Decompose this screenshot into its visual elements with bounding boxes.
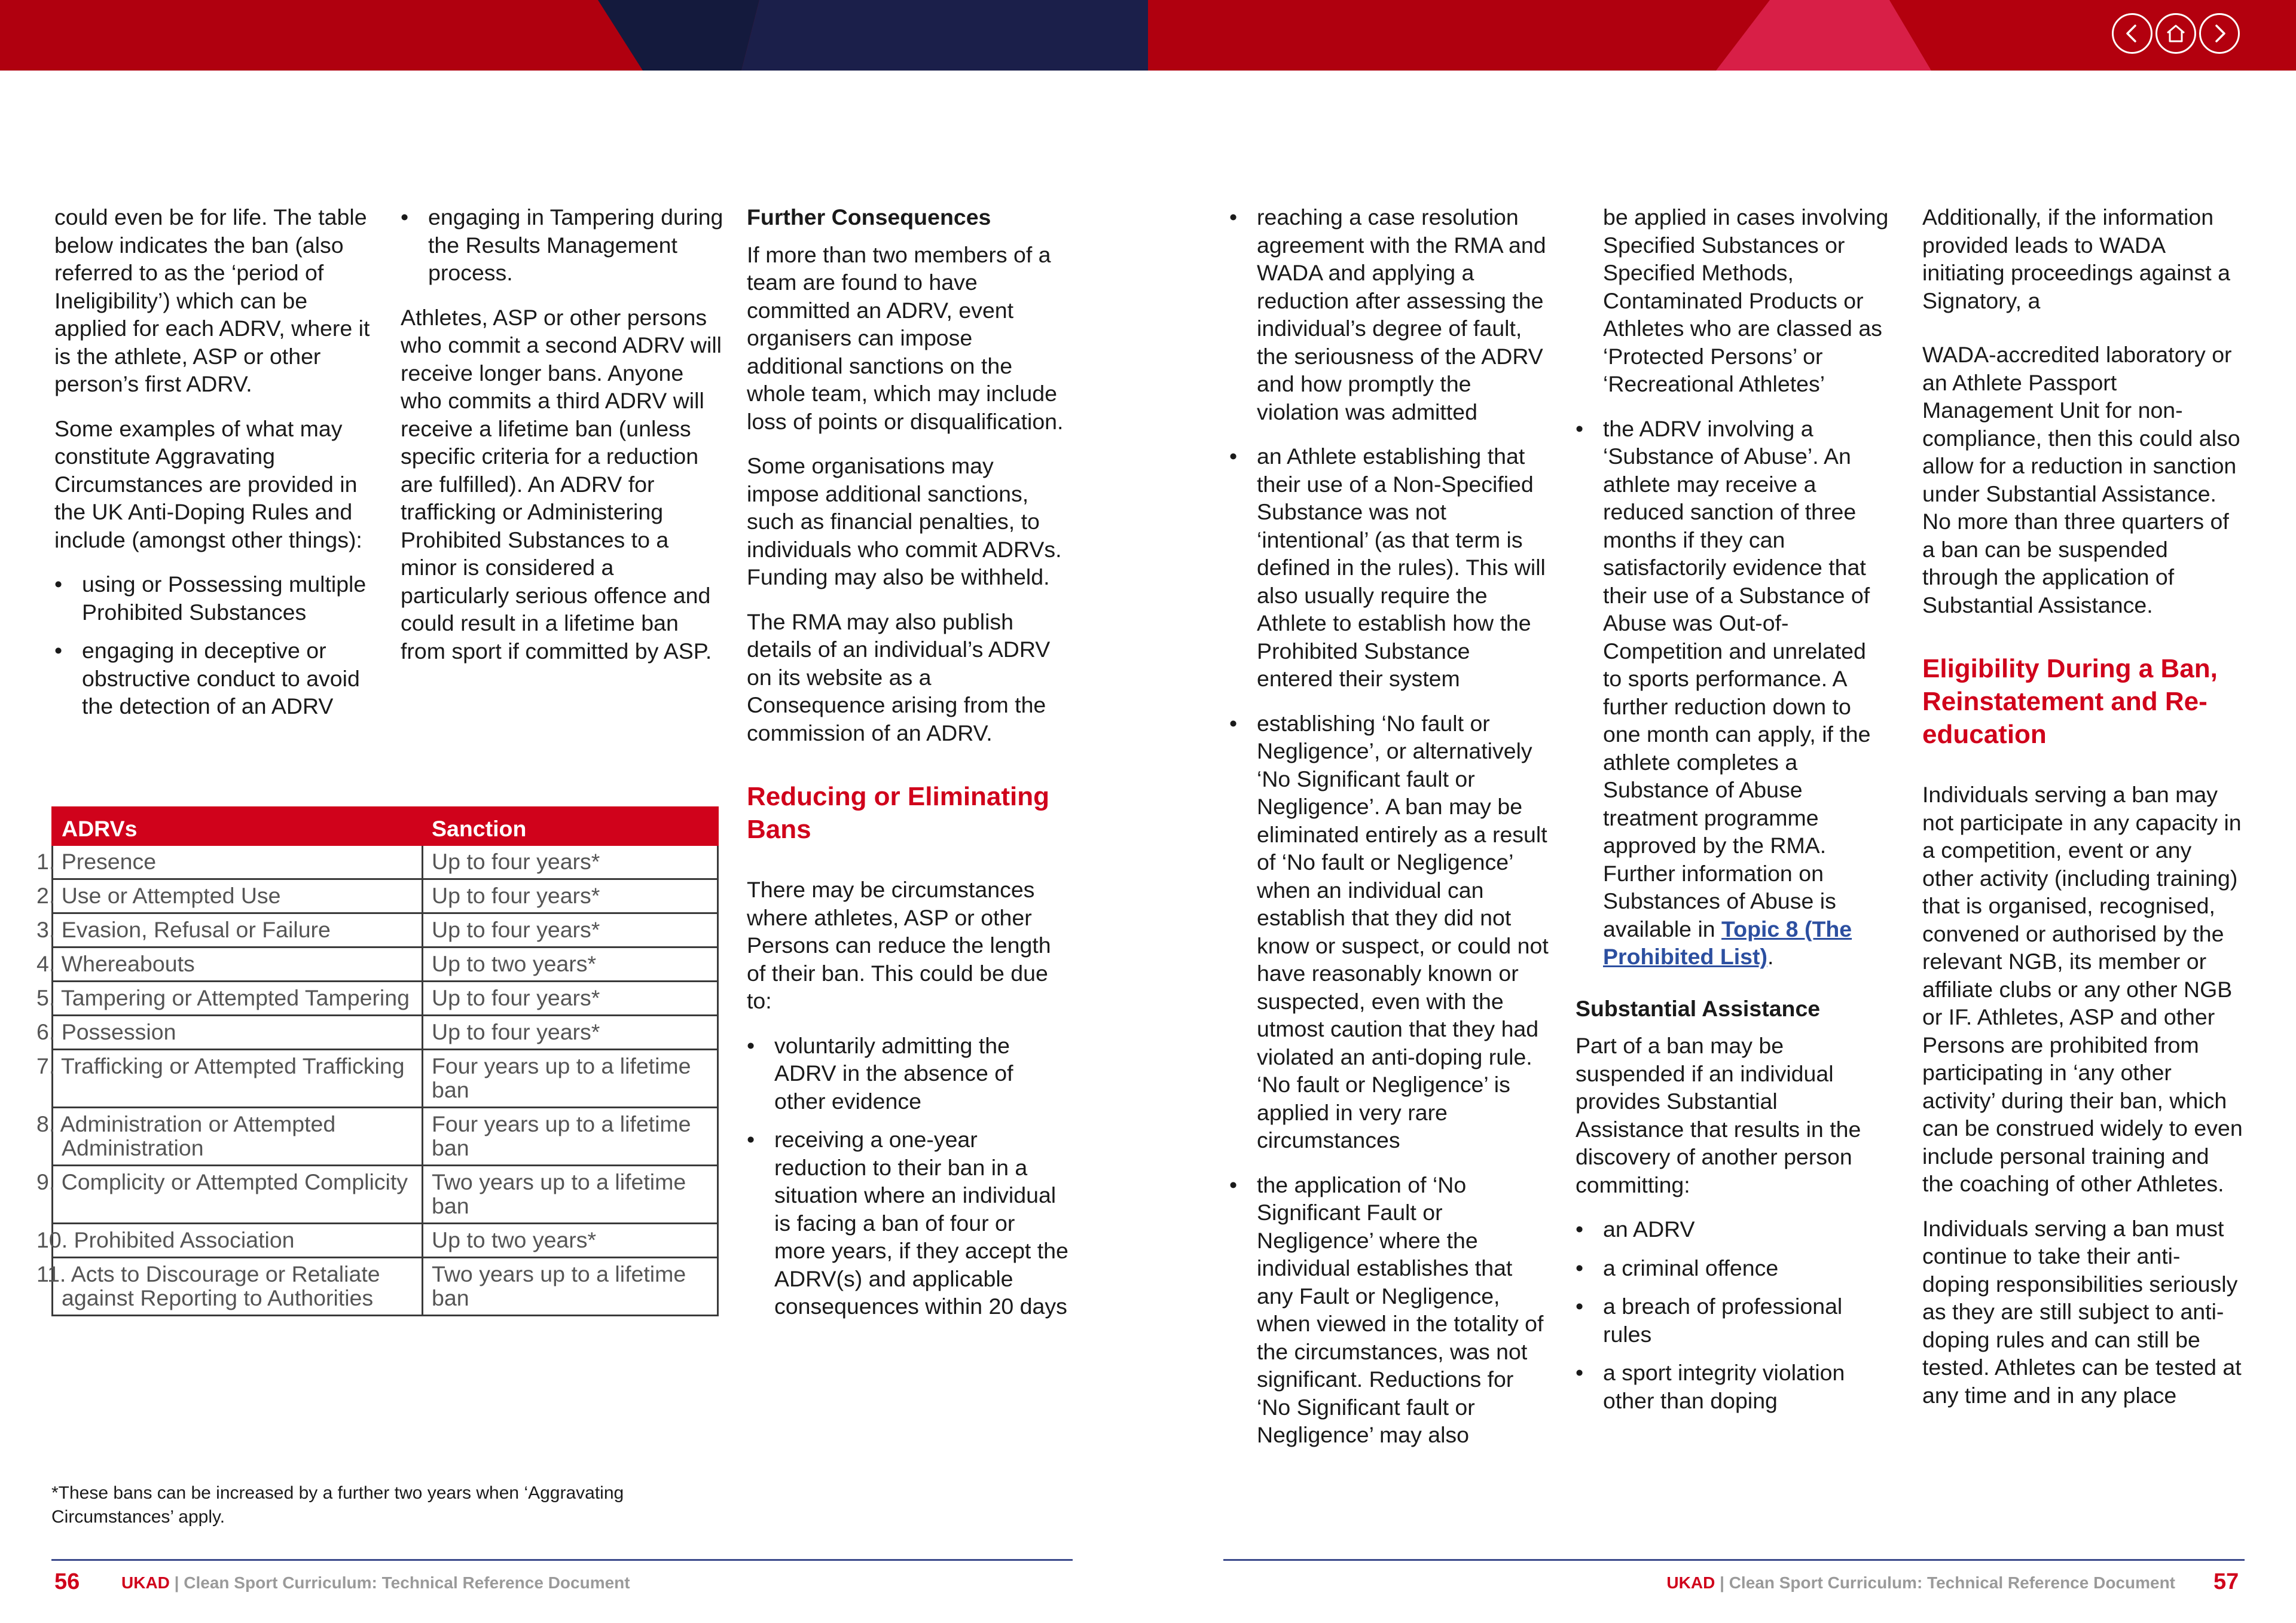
list-item: • the application of ‘No Significant Fault or Negligence’ where the individual establishes that any Fault or Negligence, when viewed in the totality of the circumstances, was not significant. Reductions for ‘No Significant fault or Negligence’ may also (1229, 1171, 1552, 1449)
list-item: • using or Possessing multiple Prohibited Substances (54, 570, 371, 626)
table-footnote: *These bans can be increased by a further two years when ‘Aggravating Circumstances’ apply. (51, 1483, 624, 1527)
table-cell: 2. Use or Attempted Use (53, 879, 423, 913)
paragraph: be applied in cases involving Specified Substances or Specified Methods, Contaminated Products or Athletes who are classed as ‘Protected Persons’ or ‘Recreational Athletes’ (1603, 204, 1889, 396)
footer-brand: UKAD (121, 1573, 170, 1592)
paragraph: The RMA may also publish details of an individual’s ADRV on its website as a Consequence arising from the commission of an ADRV. (747, 609, 1051, 745)
paragraph: Some organisations may impose additional sanctions, such as financial penalties, to individuals who commit ADRVs. Funding may also be withheld. (747, 453, 1062, 589)
paragraph: could even be for life. The table below indicates the ban (also referred to as the ‘period of Ineligibility’) which can be applied for each ADRV, where it is the athlete, ASP or other person’s first ADRV. (54, 204, 370, 396)
left-col-1 (54, 203, 371, 737)
prev-page-button[interactable] (2112, 13, 2152, 54)
list-item: • reaching a case resolution agreement with the RMA and WADA and applying a reduction after assessing the individual’s degree of fault, the seriousness of the ADRV and how promptly the violation was admitted (1229, 203, 1552, 426)
column-header: ADRVs (53, 808, 423, 845)
column-header: Sanction (423, 808, 718, 845)
list-item: • a sport integrity violation other than doping (1576, 1359, 1889, 1414)
footer-title (1666, 1573, 2175, 1593)
paragraph: Additionally, if the information provided leads to WADA initiating proceedings against a Signatory, a (1922, 204, 2230, 313)
table-row (53, 845, 718, 879)
chevron-left-icon (2120, 22, 2144, 45)
table-row (53, 1258, 718, 1316)
chevron-right-icon (2208, 22, 2231, 45)
list-item: • a criminal offence (1576, 1254, 1889, 1282)
prohibited-list-link[interactable]: Topic 8 (The Prohibited List) (1603, 916, 1852, 969)
bullet-list (401, 203, 723, 287)
paragraph: Part of a ban may be suspended if an individual provides Substantial Assistance that results in the discovery of another person committing: (1576, 1033, 1861, 1197)
table-row (53, 1166, 718, 1224)
table-cell: 4. Whereabouts (53, 947, 423, 982)
paragraph: Athletes, ASP or other persons who commit a second ADRV will receive longer bans. Anyone who commits a third ADRV will receive a lifetime ban (unless specific criteria for a reduction are fulfilled). An ADRV for trafficking or Administering Prohibited Substances to a minor is considered a particularly serious offence and could result in a lifetime ban from sport if committed by ASP. (401, 304, 722, 664)
list-item: • an ADRV (1576, 1215, 1889, 1243)
paragraph: Individuals serving a ban must continue to take their anti-doping responsibilities seriously as they are still subject to anti-doping rules and can still be tested. Athletes can be tested at any time and in any place (1922, 1215, 2242, 1408)
bullet-list (747, 1032, 1070, 1321)
list-item (1576, 415, 1889, 971)
sanctions-table (36, 806, 719, 1316)
bullet-list (1229, 203, 1552, 1449)
list-item: • engaging in Tampering during the Results Management process. (401, 203, 723, 287)
paragraph: Individuals serving a ban may not participate in any capacity in a competition, event or any other activity (including training) that is organised, recognised, convened or authorised by the relevant NGB, its member or affiliate clubs or any other NGB or IF. Athletes, ASP and other Persons are prohibited from participating in ‘any other activity’ during their ban, which can be construed widely to even include personal training and the coaching of other Athletes. (1922, 782, 2243, 1196)
top-banner (0, 0, 2296, 71)
table-row (53, 913, 718, 947)
table-cell: Up to two years* (423, 947, 718, 982)
table-cell: 3. Evasion, Refusal or Failure (53, 913, 423, 947)
table-row (53, 1050, 718, 1108)
section-title: Reducing or Eliminating Bans (747, 782, 1050, 844)
table-cell: 8. Administration or Attempted Administration (53, 1108, 423, 1166)
table-cell: 5. Tampering or Attempted Tampering (53, 982, 423, 1016)
paragraph: Some examples of what may constitute Aggravating Circumstances are provided in the UK Anti-Doping Rules and include (amongst other things): (54, 415, 362, 552)
table-cell: 10. Prohibited Association (53, 1224, 423, 1258)
list-item: • an Athlete establishing that their use of a Non-Specified Substance was not ‘intentional’ (as that term is defined in the rules). This will also usually require the Athlete to establish how the Prohibited Substance entered their system (1229, 442, 1552, 693)
table-cell: Up to four years* (423, 1016, 718, 1050)
list-item: • establishing ‘No fault or Negligence’, or alternatively ‘No Significant fault or Negligence’. A ban may be eliminated entirely as a result of ‘No fault or Negligence’ when an individual can establish that they did not know or suspect, or could not have reasonably known or suspected, even with the utmost caution that they had violated an anti-doping rule. ‘No fault or Negligence’ is applied in very rare circumstances (1229, 710, 1552, 1154)
table-cell: Two years up to a lifetime ban (423, 1258, 718, 1316)
footer-rule (51, 1559, 1073, 1561)
left-col-2 (401, 203, 723, 681)
table-cell: 9. Complicity or Attempted Complicity (53, 1166, 423, 1224)
footer-title (121, 1573, 630, 1593)
footer-brand: UKAD (1666, 1573, 1715, 1592)
table-cell: Two years up to a lifetime ban (423, 1166, 718, 1224)
table-row (53, 1016, 718, 1050)
table-row (53, 879, 718, 913)
table-row (53, 947, 718, 982)
paragraph: There may be circumstances where athletes, ASP or other Persons can reduce the length of their ban. This could be due to: (747, 877, 1051, 1013)
table-cell: 11. Acts to Discourage or Retaliate against Reporting to Authorities (53, 1258, 423, 1316)
table-header-row (53, 808, 718, 845)
table-row (53, 982, 718, 1016)
page-number: 56 (54, 1569, 80, 1594)
bullet-list (1576, 1215, 1889, 1414)
paragraph: If more than two members of a team are found to have committed an ADRV, event organisers can impose additional sanctions on the whole team, which may include loss of points or disqualification. (747, 242, 1064, 434)
table-cell: Up to four years* (423, 913, 718, 947)
footer-text: | Clean Sport Curriculum: Technical Reference Document (169, 1573, 630, 1592)
bullet-list (54, 570, 371, 720)
list-item-text: . (1767, 944, 1774, 969)
list-item: • a breach of professional rules (1576, 1292, 1889, 1348)
list-item: • engaging in deceptive or obstructive conduct to avoid the detection of an ADRV (54, 637, 371, 720)
list-item: • voluntarily admitting the ADRV in the absence of other evidence (747, 1032, 1070, 1115)
page-number: 57 (2213, 1569, 2239, 1594)
paragraph: WADA-accredited laboratory or an Athlete Passport Management Unit for non-compliance, then this could also allow for a reduction in sanction under Substantial Assistance. No more than three quarters of a ban can be suspended through the application of Substantial Assistance. (1922, 342, 2240, 618)
section-heading: Further Consequences (747, 204, 991, 230)
table-row (53, 1108, 718, 1166)
table-cell: Up to four years* (423, 845, 718, 879)
table-cell: Four years up to a lifetime ban (423, 1108, 718, 1166)
table-cell: Up to four years* (423, 879, 718, 913)
next-page-button[interactable] (2199, 13, 2240, 54)
table-cell: 6. Possession (53, 1016, 423, 1050)
list-item: • receiving a one-year reduction to their ban in a situation where an individual is facing a ban of four or more years, if they accept the ADRV(s) and applicable consequences within 20 days (747, 1126, 1070, 1321)
table-cell: 1. Presence (53, 845, 423, 879)
left-col-3 (747, 203, 1070, 1337)
table-cell: Four years up to a lifetime ban (423, 1050, 718, 1108)
home-icon (2164, 22, 2188, 45)
bullet-list (1576, 415, 1889, 971)
table-row (53, 1224, 718, 1258)
list-item-text: the ADRV involving a ‘Substance of Abuse’. An athlete may receive a reduced sanction of three months if they can satisfactorily evidence that their use of a Substance of Abuse was Out-of-Competition and unrelated to sports performance. A further reduction down to one month can apply, if the athlete completes a Substance of Abuse treatment programme approved by the RMA. Further information on Substances of Abuse is available in (1603, 415, 1871, 942)
section-title: Eligibility During a Ban, Reinstatement and Re-education (1922, 654, 2218, 749)
footer-text: | Clean Sport Curriculum: Technical Reference Document (1715, 1573, 2175, 1592)
section-heading: Substantial Assistance (1576, 995, 1821, 1021)
table-cell: Up to four years* (423, 982, 718, 1016)
home-button[interactable] (2155, 13, 2196, 54)
right-col-2 (1576, 203, 1889, 1431)
footer-rule (1223, 1559, 2245, 1561)
right-col-1 (1229, 203, 1552, 1466)
right-col-3 (1922, 203, 2245, 1426)
table-cell: Up to two years* (423, 1224, 718, 1258)
table-cell: 7. Trafficking or Attempted Trafficking (53, 1050, 423, 1108)
